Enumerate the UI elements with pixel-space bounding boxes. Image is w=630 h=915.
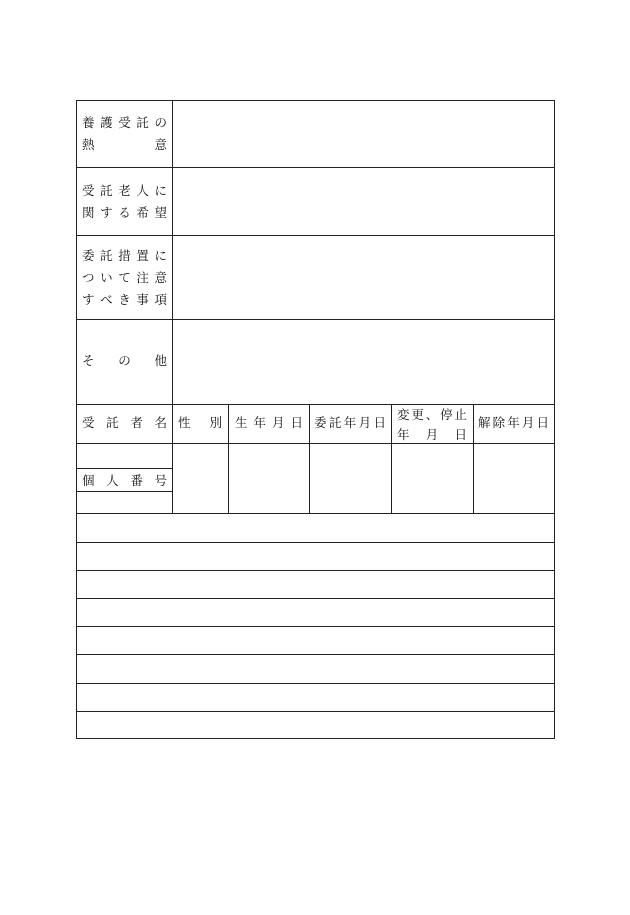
label-text: 委 託 措 置 に [82,248,167,263]
divider [76,468,172,469]
label-text: 意 [154,137,167,152]
hope-field[interactable] [173,168,554,235]
personal-number-field[interactable] [77,492,172,513]
change-date-field[interactable] [392,444,473,513]
label-line [82,113,167,133]
header-change-date [397,405,467,445]
blank-row[interactable] [77,514,554,542]
label-text: 性 [178,415,191,430]
blank-row[interactable] [77,543,554,570]
label-text: 養 護 受 託 の [82,115,167,130]
label-text: 年 [397,427,410,442]
label-text: 他 [154,353,167,368]
header-entrust-date: 委託年月日 [314,415,386,430]
label-text: 日 [454,427,467,442]
label-line [397,425,467,445]
blank-row[interactable] [77,627,554,654]
header-trustee-name: 受 託 者 名 [82,415,167,430]
blank-row[interactable] [77,655,554,683]
blank-row[interactable] [77,599,554,626]
entrust-date-field[interactable] [310,444,391,513]
header-gender [178,413,222,433]
label-personal-number: 個 人 番 号 [82,473,167,488]
gender-field[interactable] [173,444,228,513]
header-birth-date: 生 年 月 日 [235,415,303,430]
birth-date-field[interactable] [229,444,309,513]
label-text: 受 託 老 人 に [82,183,167,198]
notes-field[interactable] [173,236,554,319]
header-release-date: 解除年月日 [478,415,549,430]
blank-row[interactable] [77,712,554,738]
label-text: す べ き 事 項 [82,292,167,307]
label-line [82,135,167,155]
label-text: 別 [209,415,222,430]
label-enthusiasm [82,113,167,155]
enthusiasm-field[interactable] [173,101,554,167]
label-text: つ い て 注 意 [82,270,167,285]
label-text: 変更、停止 [397,407,467,422]
label-text: 熱 [82,137,95,152]
label-text: 関 す る 希 望 [82,205,167,220]
label-text: の [118,353,131,368]
divider [76,404,555,405]
release-date-field[interactable] [474,444,554,513]
trustee-name-field[interactable] [77,444,172,468]
label-text: 月 [425,427,439,442]
other-field[interactable] [173,320,554,404]
blank-row[interactable] [77,571,554,598]
label-notes [82,246,167,310]
blank-row[interactable] [77,684,554,711]
label-text: そ [82,353,95,368]
label-other [82,351,167,371]
label-hope [82,181,167,223]
